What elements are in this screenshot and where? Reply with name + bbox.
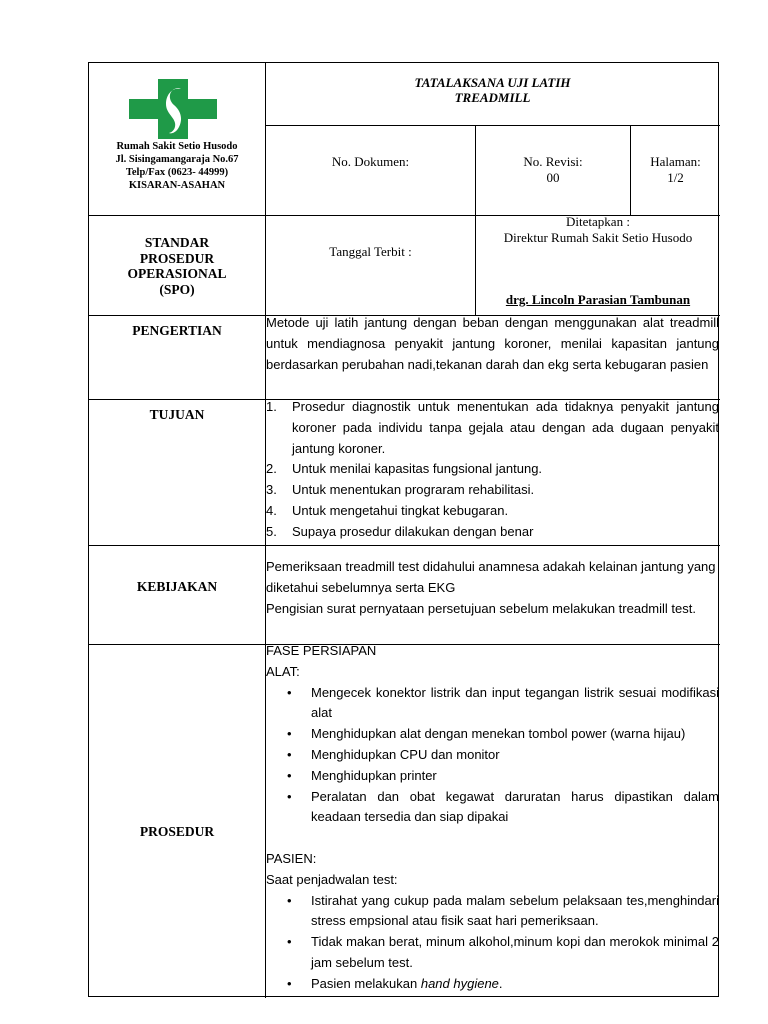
spo-title [89, 235, 265, 297]
alat-item: • Menghidupkan alat dengan menekan tombol power (warna hijau) [266, 724, 719, 745]
direktur-name: drg. Lincoln Parasian Tambunan [505, 292, 691, 307]
prosedur-text [266, 641, 719, 995]
pengertian-title: PENGERTIAN [132, 323, 222, 338]
row-divider [265, 125, 720, 126]
tujuan-text: Untuk menentukan prograram rehabilitasi. [292, 482, 535, 498]
row-divider [89, 545, 720, 546]
pasien-item: • Istirahat yang cukup pada malam sebelum pelaksaan tes,menghindari stress empsional atau fisik saat hari pemeriksaan. [266, 891, 719, 933]
tujuan-item [266, 397, 719, 459]
alat-item: • Menghidupkan printer [266, 766, 719, 787]
hospital-phone: Telp/Fax (0623- 44999) [125, 167, 229, 178]
kebijakan-text [266, 557, 719, 619]
jadwal-label: Saat penjadwalan test: [266, 871, 398, 887]
pasien-item [266, 974, 719, 995]
tujuan-list [266, 397, 719, 543]
ditetapkan [476, 214, 720, 246]
kebijakan-para: Pengisian surat pernyataan persetujuan sebelum melakukan treadmill test. [266, 600, 696, 616]
spo-line: OPERASIONAL [127, 266, 227, 281]
fase-label: FASE PERSIAPAN [266, 643, 377, 658]
alat-label: ALAT: [266, 663, 300, 679]
pasien-list [266, 891, 719, 995]
no-revisi [476, 154, 630, 186]
hospital-info [89, 140, 265, 192]
document-title [266, 75, 719, 105]
spo-document [88, 62, 719, 997]
direktur-label: Direktur Rumah Sakit Setio Husodo [503, 230, 693, 245]
hospital-city: KISARAN-ASAHAN [128, 180, 226, 191]
alat-item: • Mengecek konektor listrik dan input tegangan listrik sesuai modifikasi alat [266, 683, 719, 725]
spo-line: STANDAR [144, 235, 210, 250]
hospital-logo [129, 79, 217, 139]
halaman [631, 154, 720, 186]
alat-item: • Menghidupkan CPU dan monitor [266, 745, 719, 766]
tanggal-terbit-label: Tanggal Terbit : [329, 244, 412, 259]
tujuan-item [266, 480, 719, 501]
spo-line: PROSEDUR [139, 250, 215, 266]
tujuan-text: Prosedur diagnostik untuk menentukan ada tidaknya penyakit jantung koroner pada individu tanpa gejala atau dengan ada dugaan penyakit jantung koroner. [292, 399, 719, 456]
kebijakan-para: Pemeriksaan treadmill test didahului anamnesa adakah kelainan jantung yang diketahui sebelumnya serta EKG [266, 559, 716, 595]
tujuan-item [266, 522, 719, 543]
spo-line: (SPO) [159, 281, 195, 297]
hospital-name: Rumah Sakit Setio Husodo [116, 141, 238, 152]
no-dokumen-label: No. Dokumen: [331, 154, 410, 169]
kebijakan-title: KEBIJAKAN [136, 579, 218, 594]
tujuan-number: 2. [266, 461, 277, 477]
pengertian-text: Metode uji latih jantung dengan beban dengan menggunakan alat treadmill untuk mendiagnosa penyakit jantung koroner, menilai kapasitan jantung berdasarkan perubahan nadi,tekanan darah dan ekg serta kebugaran pasien [266, 315, 719, 372]
tujuan-number: 1. [266, 399, 277, 414]
pasien-label: PASIEN: [266, 850, 317, 866]
tujuan-number: 3. [266, 482, 277, 498]
pasien-item: • Tidak makan berat, minum alkohol,minum kopi dan merokok minimal 2 jam sebelum test. [266, 932, 719, 974]
tujuan-item [266, 459, 719, 480]
alat-item: • Peralatan dan obat kegawat daruratan harus dipastikan dalam keadaan tersedia dan siap dipakai [266, 787, 719, 829]
tujuan-number: 4. [266, 502, 277, 518]
halaman-label: Halaman: [650, 154, 701, 169]
spacer [266, 828, 719, 849]
hand-hygiene-suffix: . [498, 975, 503, 991]
tujuan-text: Untuk mengetahui tingkat kebugaran. [292, 502, 509, 518]
tujuan-number: 5. [266, 523, 277, 539]
tujuan-text: Supaya prosedur dilakukan dengan benar [292, 523, 534, 539]
hand-hygiene-term: hand hygiene [420, 975, 499, 991]
alat-list [266, 683, 719, 829]
tujuan-text: Untuk menilai kapasitas fungsional jantung. [292, 461, 543, 477]
title-line: TREADMILL [454, 90, 531, 105]
no-revisi-label: No. Revisi: [523, 154, 583, 169]
tujuan-item [266, 501, 719, 522]
no-revisi-value: 00 [546, 170, 560, 185]
halaman-value: 1/2 [667, 170, 684, 185]
hospital-address: Jl. Sisingamangaraja No.67 [115, 154, 239, 165]
ditetapkan-label: Ditetapkan : [566, 214, 630, 229]
title-line: TATALAKSANA UJI LATIH [414, 75, 571, 90]
prosedur-title: PROSEDUR [139, 824, 215, 839]
tujuan-title: TUJUAN [149, 407, 205, 422]
hand-hygiene-prefix: Pasien melakukan [311, 975, 421, 991]
